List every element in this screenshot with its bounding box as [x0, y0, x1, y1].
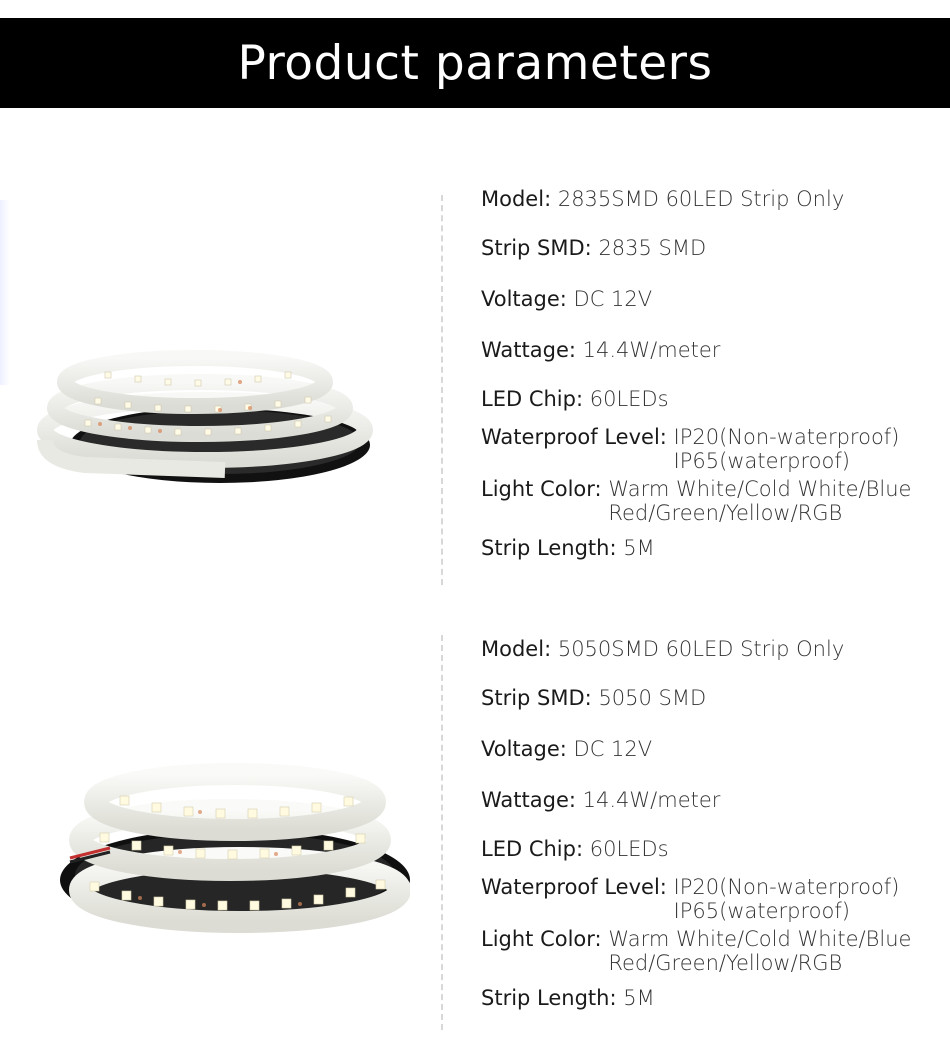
- spec-value: 5M: [623, 536, 655, 560]
- spec-strip-smd: Strip SMD: 5050 SMD: [481, 686, 707, 710]
- spec-led-chip: LED Chip: 60LEDs: [481, 387, 669, 411]
- spec-strip-length: Strip Length: 5M: [481, 986, 655, 1010]
- spec-value: 60LEDs: [589, 837, 669, 861]
- spec-key: Strip SMD: [481, 236, 585, 260]
- spec-value: Warm White/Cold White/Blue: [608, 477, 912, 501]
- spec-value: DC 12V: [573, 737, 653, 761]
- spec-key: Voltage: [481, 737, 560, 761]
- spec-value: 5M: [623, 986, 655, 1010]
- spec-key: Strip Length: [481, 536, 610, 560]
- spec-key: LED Chip: [481, 387, 576, 411]
- spec-waterproof-level: Waterproof Level: IP20(Non-waterproof) IP65(waterproof): [481, 425, 900, 473]
- spec-key: Voltage: [481, 287, 560, 311]
- spec-value: 2835SMD 60LED Strip Only: [557, 187, 845, 211]
- spec-light-color: Light Color: Warm White/Cold White/Blue Red/Green/Yellow/RGB: [481, 477, 912, 525]
- spec-strip-smd: Strip SMD: 2835 SMD: [481, 236, 707, 260]
- spec-model: Model: 5050SMD 60LED Strip Only: [481, 637, 845, 661]
- led-strip-5050-image: [50, 740, 410, 940]
- spec-key: Wattage: [481, 338, 569, 362]
- spec-wattage: Wattage: 14.4W/meter: [481, 338, 721, 362]
- spec-value-line2: IP65(waterproof): [673, 899, 850, 923]
- spec-value: Warm White/Cold White/Blue: [608, 927, 912, 951]
- spec-value: 5050SMD 60LED Strip Only: [557, 637, 845, 661]
- spec-value: DC 12V: [573, 287, 653, 311]
- edge-highlight: [0, 200, 10, 385]
- spec-waterproof-level: Waterproof Level: IP20(Non-waterproof) IP65(waterproof): [481, 875, 900, 923]
- spec-key: Model: [481, 187, 545, 211]
- spec-value: 14.4W/meter: [582, 338, 721, 362]
- spec-value: IP20(Non-waterproof): [673, 875, 900, 899]
- spec-voltage: Voltage: DC 12V: [481, 737, 653, 761]
- spec-key: Waterproof Level: [481, 875, 660, 899]
- spec-key: Model: [481, 637, 545, 661]
- spec-key: Light Color: [481, 477, 595, 501]
- spec-value-line2: Red/Green/Yellow/RGB: [608, 951, 843, 975]
- spec-voltage: Voltage: DC 12V: [481, 287, 653, 311]
- spec-value-line2: Red/Green/Yellow/RGB: [608, 501, 843, 525]
- header-banner: [0, 18, 950, 108]
- spec-key: Wattage: [481, 788, 569, 812]
- spec-wattage: Wattage: 14.4W/meter: [481, 788, 721, 812]
- section-divider: [441, 635, 443, 1030]
- spec-value: IP20(Non-waterproof): [673, 425, 900, 449]
- spec-model: Model: 2835SMD 60LED Strip Only: [481, 187, 845, 211]
- spec-value: 14.4W/meter: [582, 788, 721, 812]
- page-title: Product parameters: [237, 35, 713, 91]
- led-strip-2835-image: [25, 320, 375, 495]
- spec-value-line2: IP65(waterproof): [673, 449, 850, 473]
- spec-key: LED Chip: [481, 837, 576, 861]
- spec-key: Light Color: [481, 927, 595, 951]
- spec-strip-length: Strip Length: 5M: [481, 536, 655, 560]
- spec-value: 5050 SMD: [598, 686, 707, 710]
- spec-value: 60LEDs: [589, 387, 669, 411]
- spec-key: Waterproof Level: [481, 425, 660, 449]
- spec-key: Strip SMD: [481, 686, 585, 710]
- spec-key: Strip Length: [481, 986, 610, 1010]
- spec-light-color: Light Color: Warm White/Cold White/Blue Red/Green/Yellow/RGB: [481, 927, 912, 975]
- section-divider: [441, 195, 443, 585]
- spec-led-chip: LED Chip: 60LEDs: [481, 837, 669, 861]
- spec-value: 2835 SMD: [598, 236, 707, 260]
